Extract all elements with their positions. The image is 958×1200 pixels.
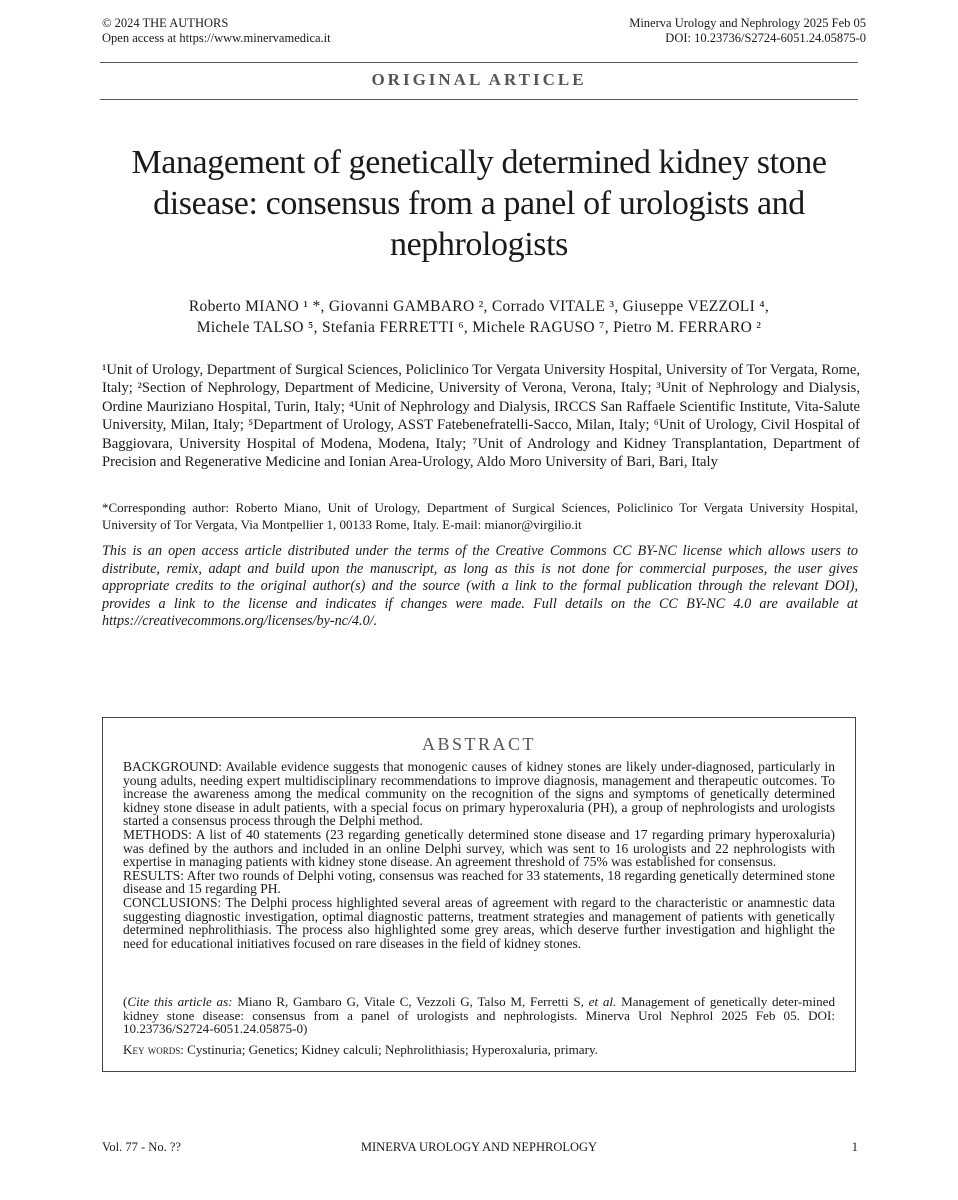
cite-open: ( [123,994,128,1009]
keywords-list: Cystinuria; Genetics; Kidney calculi; Nephrolithiasis; Hyperoxaluria, primary. [183,1042,598,1057]
top-rule [100,62,858,63]
doi-text: DOI: 10.23736/S2724-6051.24.05875-0 [665,31,866,45]
footer-page-number: 1 [851,1140,858,1154]
abstract-box [102,717,856,1072]
abstract-methods: METHODS: A list of 40 statements (23 regarding genetically determined stone disease and 17 regarding primary hyperoxaluria) was defined by the authors and included in an online Delphi survey, which was sent to 16 urologists and 22 nephrologists with expertise in managing patients with kidney stone disease. An agreement threshold of 75% was established for consensus. [123,826,835,870]
license-statement: This is an open access article distributed under the terms of the Creative Commons CC BY-NC license which allows users to distribute, remix, adapt and build upon the manuscript, as long as this is not done for commercial purposes, the user gives appropriate credits to the original author(s) and the source (with a link to the formal publication through the relevant DOI), provides a link to the license and indicates if changes were made. Full details on the CC BY-NC 4.0 are available at https://creativecommons.org/licenses/by-nc/4.0/. [102,543,858,630]
header-left [102,16,331,46]
section-label: ORIGINAL ARTICLE [371,70,587,89]
abstract-conclusions: CONCLUSIONS: The Delphi process highlighted several areas of agreement with regard to the characteristic or anamnestic data suggesting diagnostic investigation, optimal diagnostic patterns, treatment strategies and management of patients with genetically determined nephrolithiasis. The process also highlighted some grey areas, which deserve further investigation and highlight the need for educational initiatives focused on rare diseases in the field of kidney stones. [123,894,835,951]
header-right [629,16,866,46]
abstract-body [123,760,835,950]
journal-date-text: Minerva Urology and Nephrology 2025 Feb 05 [629,16,866,30]
cite-label: Cite this article as: [127,994,233,1009]
abstract-heading: ABSTRACT [421,734,537,754]
cite-authors: Miano R, Gambaro G, Vitale C, Vezzoli G, Talso M, Ferretti S, [232,994,589,1009]
author-list [100,296,858,338]
footer-journal: MINERVA UROLOGY AND NEPHROLOGY [360,1140,598,1154]
footer-volume: Vol. 77 - No. ?? [102,1140,181,1154]
copyright-text: © 2024 THE AUTHORS [102,16,229,30]
abstract-results: RESULTS: After two rounds of Delphi voting, consensus was reached for 33 statements, 18 regarding genetically determined stone disease and 15 regarding PH. [123,867,835,897]
keywords-label: Key words: [123,1042,184,1057]
section-rule [100,99,858,100]
citation [123,995,835,1036]
keywords [123,1043,835,1057]
author-line-2: Michele TALSO ⁵, Stefania FERRETTI ⁶, Michele RAGUSO ⁷, Pietro M. FERRARO ² [196,319,762,336]
open-access-text: Open access at https://www.minervamedica.it [102,31,331,45]
affiliations: ¹Unit of Urology, Department of Surgical Sciences, Policlinico Tor Vergata University Hospital, University of Tor Vergata, Rome, Italy; ²Section of Nephrology, Department of Medicine, University of Verona, Verona, Italy; ³Unit of Nephrology and Dialysis, Ordine Mauriziano Hospital, Turin, Italy; ⁴Unit of Nephrology and Dialysis, IRCCS San Raffaele Scientific Institute, Vita-Salute University, Milan, Italy; ⁵Department of Urology, ASST Fatebenefratelli-Sacco, Milan, Italy; ⁶Unit of Urology, Civil Hospital of Baggiovara, University Hospital of Modena, Modena, Italy; ⁷Unit of Andrology and Kidney Transplantation, Department of Precision and Regenerative Medicine and Ionian Area-Urology, Aldo Moro University of Bari, Bari, Italy [102,362,860,471]
corresponding-author: *Corresponding author: Roberto Miano, Unit of Urology, Department of Surgical Sciences, Policlinico Tor Vergata University Hospital, University of Tor Vergata, Via Montpellier 1, 00133 Rome, Italy. E-mail: mianor@virgilio.it [102,500,858,532]
author-line-1: Roberto MIANO ¹ *, Giovanni GAMBARO ², Corrado VITALE ³, Giuseppe VEZZOLI ⁴, [188,298,770,315]
article-title: Management of genetically determined kidney stone disease: consensus from a panel of urologists and nephrologists [131,144,827,263]
cite-etal: et al. [588,994,617,1009]
cite-rest: Management of genetically deter-mined kidney stone disease: consensus from a panel of urologists and nephrologists. Minerva Urol Nephrol 2025 Feb 05. DOI: 10.23736/S2724-6051.24.05875-0) [123,994,836,1037]
abstract-background: BACKGROUND: Available evidence suggests that monogenic causes of kidney stones are likely under-diagnosed, particularly in young adults, needing expert multidisciplinary recommendations to improve diagnosis, management and therapeutic outcomes. To increase the awareness among the medical community on the recognition of the signs and symptoms of genetically determined kidney stone disease in adult patients, with a special focus on primary hyperoxaluria (PH), a group of nephrologists and urologists started a consensus process through the Delphi method. [123,759,835,829]
